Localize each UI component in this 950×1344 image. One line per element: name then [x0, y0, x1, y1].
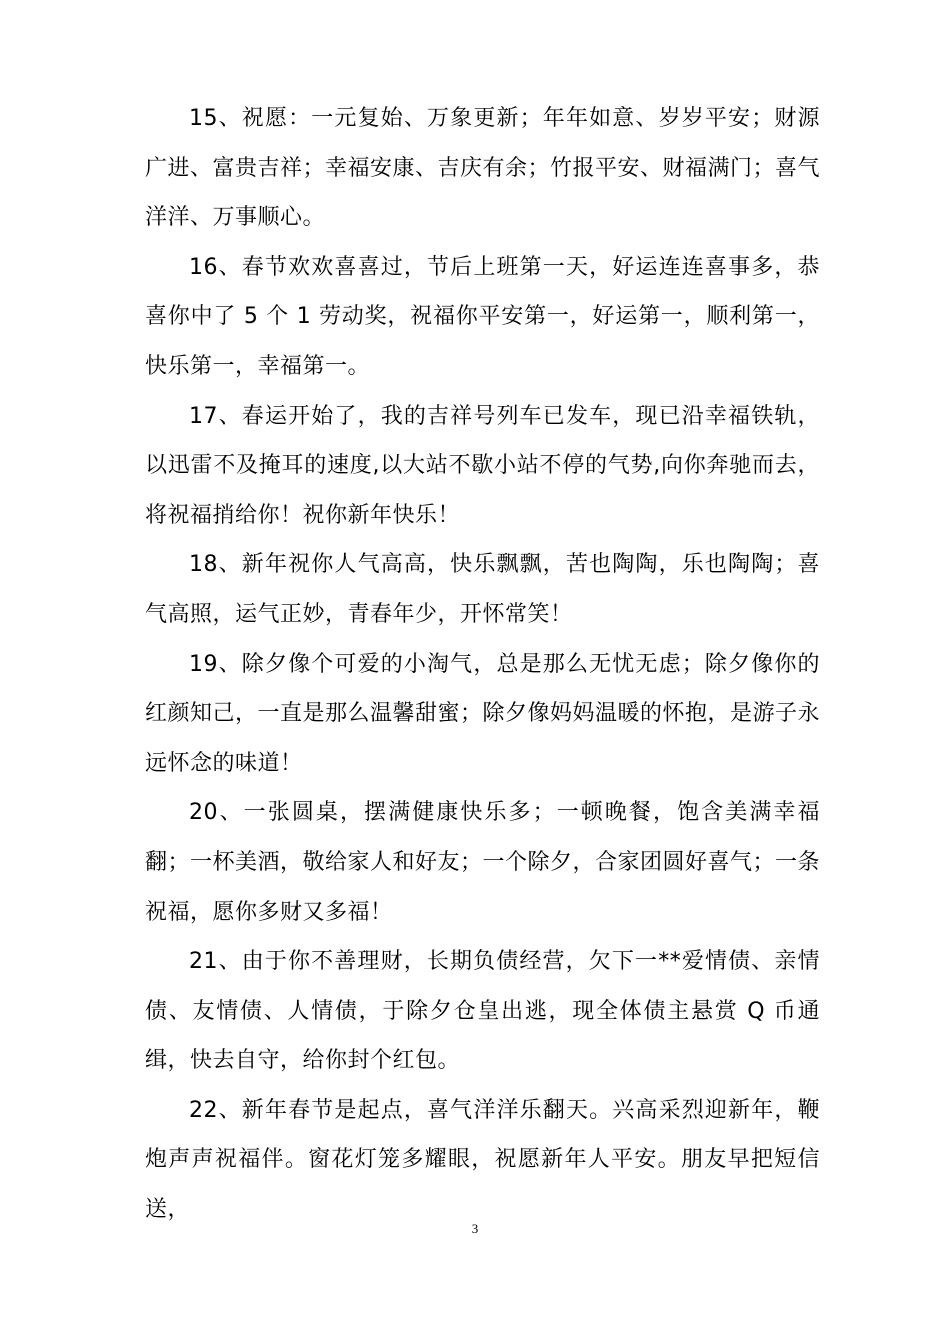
paragraph-19: 19、除夕像个可爱的小淘气，总是那么无忧无虑；除夕像你的红颜知己，一直是那么温馨甜蜜；除夕像妈妈温暖的怀抱，是游子永远怀念的味道！ — [145, 651, 821, 776]
paragraph-20: 20、一张圆桌，摆满健康快乐多；一顿晚餐，饱含美满幸福翻；一杯美酒，敬给家人和好友；一个除夕，合家团圆好喜气；一条祝福，愿你多财又多福！ — [145, 800, 821, 925]
paragraph-18: 18、新年祝你人气高高，快乐飘飘，苦也陶陶，乐也陶陶；喜气高照，运气正妙，青春年少，开怀常笑！ — [145, 552, 820, 627]
body-text — [145, 94, 820, 1235]
page-number: 3 — [471, 1221, 479, 1236]
paragraph-15: 15、祝愿：一元复始、万象更新；年年如意、岁岁平安；财源广进、富贵吉祥；幸福安康、吉庆有余；竹报平安、财福满门；喜气洋洋、万事顺心。 — [145, 106, 821, 231]
paragraph-22: 22、新年春节是起点，喜气洋洋乐翻天。兴高采烈迎新年，鞭炮声声祝福伴。窗花灯笼多耀眼，祝愿新年人平安。朋友早把短信送， — [145, 1097, 820, 1223]
paragraph-16: 16、春节欢欢喜喜过，节后上班第一天，好运连连喜事多，恭喜你中了 5 个 1 劳动奖，祝福你平安第一，好运第一，顺利第一，快乐第一，幸福第一。 — [145, 254, 820, 379]
paragraph-21: 21、由于你不善理财，长期负债经营，欠下一**爱情债、亲情债、友情债、人情债，于除夕仓皇出逃，现全体债主悬赏 Q 币通缉，快去自守，给你封个红包。 — [145, 949, 820, 1074]
paragraph-17: 17、春运开始了，我的吉祥号列车已发车，现已沿幸福铁轨，以迅雷不及掩耳的速度,以大站不歇小站不停的气势,向你奔驰而去，将祝福捎给你！祝你新年快乐！ — [145, 403, 820, 528]
